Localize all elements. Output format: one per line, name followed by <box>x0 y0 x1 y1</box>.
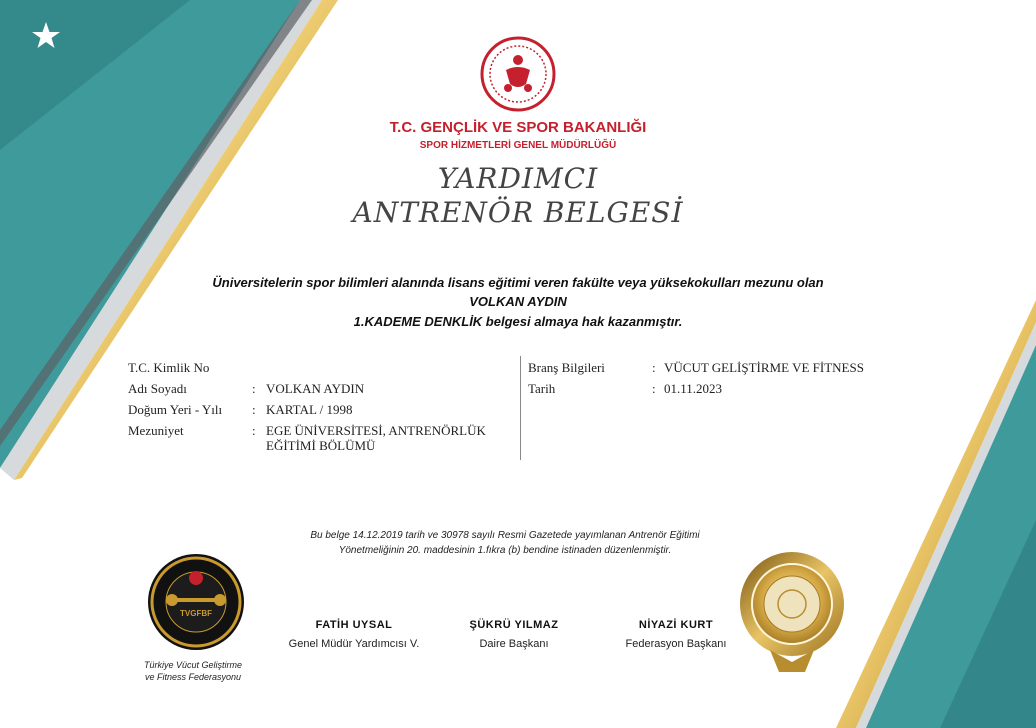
date-label: Tarih <box>528 381 556 396</box>
branch-label: Branş Bilgileri <box>528 360 605 375</box>
birth-value: KARTAL / 1998 <box>266 402 353 417</box>
federation-caption-line1: Türkiye Vücut Geliştirme <box>143 660 243 670</box>
birth-label: Doğum Yeri - Yılı <box>128 402 223 417</box>
certificate-title-line2: ANTRENÖR BELGESİ <box>352 196 684 229</box>
date-colon: : <box>652 381 656 396</box>
signature-title-2: Daire Başkanı <box>479 638 549 650</box>
graduation-colon: : <box>252 423 256 438</box>
gold-seal-icon <box>740 552 844 672</box>
branch-colon: : <box>652 360 656 375</box>
graduation-label: Mezuniyet <box>128 423 184 438</box>
birth-colon: : <box>252 402 256 417</box>
federation-badge-text: TVGFBF <box>180 609 212 618</box>
legal-text-line2: Yönetmeliğinin 20. maddesinin 1.fıkra (b) bendine istinaden düzenlenmiştir. <box>338 545 672 556</box>
graduation-value-line2: EĞİTİMİ BÖLÜMÜ <box>266 438 376 453</box>
signature-name-1: FATİH UYSAL <box>315 619 393 631</box>
signature-name-2: ŞÜKRÜ YILMAZ <box>469 619 559 631</box>
signature-title-1: Genel Müdür Yardımcısı V. <box>288 638 420 650</box>
branch-value: VÜCUT GELİŞTİRME VE FİTNESS <box>664 360 864 375</box>
signature-title-3: Federasyon Başkanı <box>625 638 727 650</box>
name-colon: : <box>252 381 256 396</box>
name-value: VOLKAN AYDIN <box>266 381 365 396</box>
legal-text-line1: Bu belge 14.12.2019 tarih ve 30978 sayılı Resmi Gazetede yayımlanan Antrenör Eğitimi <box>310 530 700 541</box>
graduation-value: EGE ÜNİVERSİTESİ, ANTRENÖRLÜK <box>266 423 486 438</box>
certificate-title-line1: YARDIMCI <box>437 162 599 195</box>
qualification-text: 1.KADEME DENKLİK belgesi almaya hak kazanmıştır. <box>353 314 683 329</box>
signature-name-3: NİYAZİ KURT <box>638 619 714 631</box>
name-label: Adı Soyadı <box>128 381 187 396</box>
federation-badge-icon <box>148 554 244 650</box>
ministry-emblem-icon <box>482 38 554 110</box>
column-divider <box>520 356 521 460</box>
tc-kimlik-label: T.C. Kimlik No <box>128 360 210 375</box>
recipient-name: VOLKAN AYDIN <box>469 294 567 309</box>
date-value: 01.11.2023 <box>664 381 723 396</box>
federation-caption-line2: ve Fitness Federasyonu <box>144 672 242 682</box>
directorate-name: SPOR HİZMETLERİ GENEL MÜDÜRLÜĞÜ <box>419 140 617 151</box>
ministry-name: T.C. GENÇLİK VE SPOR BAKANLIĞI <box>389 119 647 136</box>
intro-text: Üniversitelerin spor bilimleri alanında lisans eğitimi veren fakülte veya yüksekokulları mezunu olan <box>212 275 824 290</box>
